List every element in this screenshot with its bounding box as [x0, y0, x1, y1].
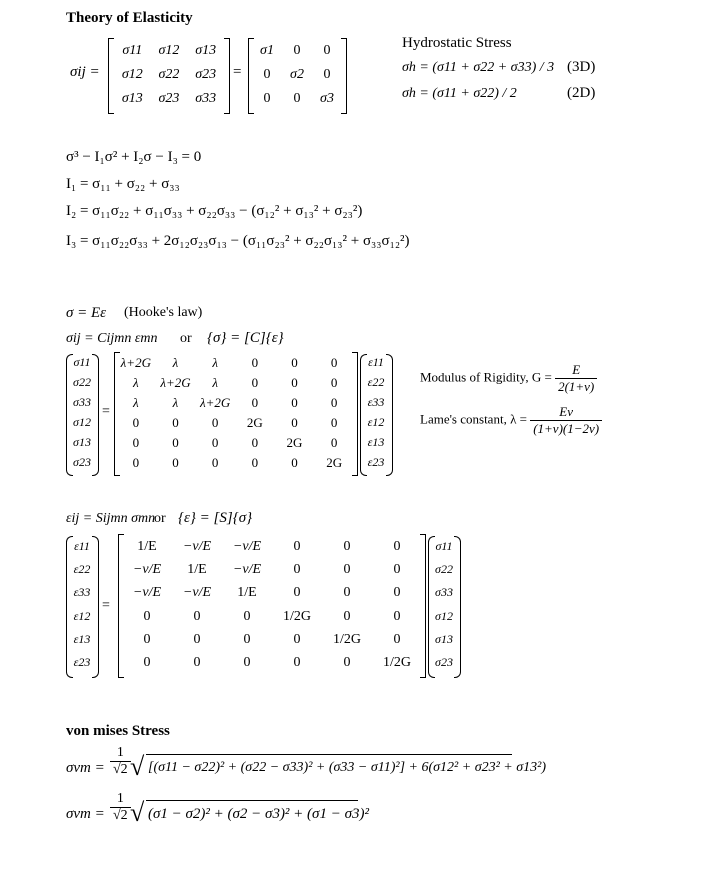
stiffness-matrix-cell: λ+2G [120, 355, 151, 370]
compliance-tensor-eq: εij = Sijmn σmn [66, 511, 156, 526]
hooke-or: or [180, 331, 192, 346]
stiffness-matrix-cell: 0 [132, 455, 140, 470]
principal-stress-matrix [252, 40, 342, 112]
equals-sign: = [233, 64, 242, 80]
rigidity-fraction [555, 362, 597, 395]
compliance-matrix-cell: −ν/E [132, 562, 162, 577]
principal-matrix-cell: 0 [263, 91, 271, 106]
sqrt-symbol-1: √ [130, 752, 145, 781]
stiffness-matrix-cell: 0 [172, 435, 179, 450]
compliance-matrix-cell: 0 [293, 538, 301, 554]
epsilon-vector-cell: ε13 [73, 632, 91, 646]
stiffness-matrix-cell: 2G [286, 435, 303, 450]
stiffness-matrix-cell: λ+2G [160, 375, 191, 390]
hooke-matrix-form: {σ} = [C]{ε} [207, 330, 284, 346]
sigma-vector [68, 354, 96, 474]
sigma-vector-cell: σ23 [73, 455, 91, 469]
stiffness-matrix-cell: 0 [172, 455, 179, 470]
stiffness-matrix-cell: 0 [251, 435, 259, 450]
compliance-matrix-cell: −ν/E [182, 585, 212, 601]
epsilon-vector-cell: ε22 [73, 562, 91, 576]
invariant-i2: I₂ = σ₁₁σ₂₂ + σ₁₁σ₃₃ + σ₂₂σ₃₃ − (σ₁₂² + σ₁₃² + σ₂₃²) [66, 203, 363, 219]
epsilon-vector-cell: ε23 [73, 655, 91, 670]
sigma-vector-2 [430, 536, 458, 676]
stiffness-matrix-cell: 0 [251, 375, 259, 390]
compliance-matrix [122, 536, 422, 676]
principal-matrix-cell: 0 [323, 67, 331, 82]
stiffness-matrix-cell: 2G [326, 455, 343, 470]
sigma-vector-cell: σ12 [435, 608, 453, 623]
stiffness-matrix-cell: λ [172, 355, 179, 370]
hooke-law-label: (Hooke's law) [124, 305, 203, 320]
stiffness-equals: = [102, 404, 110, 419]
sigma-vector-cell: σ33 [73, 395, 91, 409]
epsilon-vector-cell: ε13 [367, 435, 385, 449]
compliance-matrix-cell: 1/2G [383, 655, 411, 671]
stiffness-matrix-cell: λ [172, 395, 179, 410]
compliance-matrix-cell: 0 [393, 562, 401, 577]
epsilon-vector-cell: ε11 [368, 355, 384, 369]
sigma-vector-cell: σ22 [73, 375, 91, 389]
stiffness-matrix-cell: 0 [211, 435, 219, 450]
epsilon-vector-cell: ε23 [367, 455, 385, 469]
stiffness-matrix-cell: 0 [330, 395, 338, 410]
stiffness-matrix-cell: 0 [291, 415, 298, 430]
vonmises-eq2-body: (σ1 − σ2)² + (σ2 − σ3)² + (σ1 − σ3)² [148, 806, 369, 822]
compliance-matrix-cell: 1/2G [283, 608, 311, 624]
principal-matrix-cell: 0 [263, 67, 271, 82]
characteristic-equation: σ³ − I₁σ² + I₂σ − I₃ = 0 [66, 149, 202, 165]
compliance-matrix-cell: 0 [143, 608, 151, 624]
lame-fraction [530, 404, 602, 437]
stiffness-matrix-cell: 0 [291, 375, 298, 390]
compliance-matrix-cell: 0 [293, 585, 301, 601]
lame-label: Lame's constant, λ = [420, 411, 527, 427]
vonmises-coef-1 [110, 745, 131, 778]
compliance-matrix-form: {ε} = [S]{σ} [178, 510, 253, 526]
stiffness-matrix-cell: 0 [172, 415, 179, 430]
compliance-matrix-cell: 0 [393, 632, 401, 647]
sqrt-symbol-2: √ [130, 798, 145, 827]
epsilon-vector-cell: ε12 [367, 415, 385, 429]
stress-matrix-cell: σ11 [122, 43, 143, 58]
compliance-matrix-cell: 0 [393, 608, 401, 624]
compliance-matrix-cell: 0 [243, 608, 251, 624]
stress-matrix-cell: σ33 [195, 91, 217, 106]
invariant-i1: I₁ = σ₁₁ + σ₂₂ + σ₃₃ [66, 176, 180, 192]
hooke-tensor-eq: σij = Cijmn εmn [66, 331, 158, 346]
stiffness-matrix-cell: 0 [211, 415, 219, 430]
lame-numerator: Eν [530, 404, 602, 421]
page-title: Theory of Elasticity [66, 10, 193, 26]
compliance-matrix-cell: 1/E [187, 562, 207, 577]
rigidity-eq [420, 362, 597, 395]
compliance-matrix-cell: 0 [293, 655, 301, 671]
stiffness-matrix-cell: 0 [132, 435, 140, 450]
stiffness-matrix-cell: λ [212, 355, 218, 370]
epsilon-vector-cell: ε33 [367, 395, 385, 409]
compliance-matrix-cell: 0 [293, 632, 301, 647]
sigma-vector-cell: σ33 [435, 585, 453, 600]
stiffness-matrix-cell: λ [133, 395, 139, 410]
principal-matrix-cell: 0 [323, 43, 331, 58]
coef-denominator-2: √2 [113, 808, 128, 823]
stiffness-matrix-cell: 0 [330, 355, 338, 370]
stiffness-matrix-cell: 0 [291, 395, 298, 410]
vonmises-title: von mises Stress [66, 723, 170, 739]
lame-eq [420, 404, 602, 437]
stress-matrix-right-bracket [224, 38, 230, 114]
compliance-matrix-cell: 1/2G [333, 632, 361, 647]
compliance-matrix-cell: 0 [343, 562, 351, 577]
compliance-matrix-cell: 0 [343, 585, 351, 601]
stress-tensor-lhs: σij = [70, 64, 100, 80]
stress-matrix-cell: σ22 [158, 67, 180, 82]
compliance-matrix-cell: −ν/E [182, 538, 212, 554]
sigma-vector-cell: σ11 [435, 538, 453, 553]
hydrostatic-2d-eq: σh = (σ11 + σ22) / 2 [402, 86, 517, 101]
compliance-matrix-cell: −ν/E [232, 562, 262, 577]
sigma-vector-cell: σ22 [435, 562, 453, 576]
compliance-matrix-cell: 0 [193, 608, 201, 624]
hydrostatic-label: Hydrostatic Stress [402, 35, 512, 51]
stress-matrix [114, 40, 224, 112]
compliance-matrix-cell: 0 [193, 632, 201, 647]
principal-matrix-cell: σ1 [260, 43, 274, 58]
vonmises-lhs-1: σvm = [66, 760, 105, 776]
epsilon-vector-2 [68, 536, 96, 676]
sigma-vector-cell: σ12 [73, 415, 91, 429]
compliance-or: or [154, 511, 166, 526]
compliance-matrix-cell: 0 [193, 655, 201, 671]
stress-matrix-cell: σ23 [195, 67, 217, 82]
stiffness-matrix-cell: λ+2G [200, 395, 231, 410]
stiffness-matrix-cell: 0 [251, 395, 259, 410]
sigma-vector-cell: σ11 [73, 355, 91, 369]
coef-denominator-1: √2 [113, 762, 128, 777]
compliance-matrix-cell: 0 [143, 655, 151, 671]
compliance-matrix-cell: 0 [393, 538, 401, 554]
rigidity-label: Modulus of Rigidity, G = [420, 369, 552, 385]
hydrostatic-3d-tag: (3D) [567, 59, 596, 75]
principal-matrix-cell: 0 [293, 43, 301, 58]
stress-matrix-cell: σ13 [121, 91, 143, 106]
sigma-vector-cell: σ23 [435, 655, 453, 670]
compliance-matrix-cell: 1/E [137, 538, 157, 554]
stiffness-matrix-cell: 2G [246, 415, 263, 430]
principal-matrix-cell: σ2 [290, 67, 304, 82]
epsilon-vector-cell: ε33 [73, 585, 91, 600]
stiffness-matrix-cell: 0 [330, 415, 338, 430]
hydrostatic-3d-eq: σh = (σ11 + σ22 + σ33) / 3 [402, 60, 555, 75]
stiffness-matrix-cell: 0 [291, 455, 298, 470]
stiffness-matrix-cell: 0 [211, 455, 219, 470]
sqrt-bar-2 [146, 800, 358, 801]
principal-matrix-cell: 0 [293, 91, 301, 106]
compliance-equals: = [102, 598, 110, 613]
epsilon-vector-cell: ε11 [74, 538, 90, 553]
sqrt-bar-1 [146, 754, 512, 755]
lame-denominator: (1+ν)(1−2ν) [533, 421, 600, 436]
rigidity-denominator: 2(1+ν) [558, 379, 595, 394]
stress-matrix-cell: σ12 [121, 67, 143, 82]
principal-matrix-cell: σ3 [320, 91, 334, 106]
invariant-i3: I₃ = σ₁₁σ₂₂σ₃₃ + 2σ₁₂σ₂₃σ₁₃ − (σ₁₁σ₂₃² + σ₂₂σ₁₃² + σ₃₃σ₁₂²) [66, 233, 410, 249]
vonmises-coef-2 [110, 791, 131, 824]
compliance-matrix-cell: 0 [143, 632, 151, 647]
sigma-vector-cell: σ13 [73, 435, 91, 449]
hooke-law-eq: σ = Eε [66, 305, 107, 321]
rigidity-numerator: E [555, 362, 597, 379]
coef-numerator-2: 1 [110, 791, 131, 808]
stress-matrix-cell: σ13 [195, 43, 217, 58]
compliance-matrix-cell: 1/E [237, 585, 257, 601]
stiffness-matrix-cell: λ [212, 375, 218, 390]
sigma-vector-cell: σ13 [435, 632, 453, 646]
epsilon-vector-cell: ε22 [367, 375, 385, 389]
compliance-matrix-cell: 0 [343, 608, 351, 624]
hydrostatic-2d-tag: (2D) [567, 85, 596, 101]
stiffness-matrix-cell: 0 [132, 415, 140, 430]
compliance-matrix-cell: −ν/E [232, 538, 262, 554]
compliance-matrix-cell: 0 [243, 632, 251, 647]
compliance-matrix-cell: 0 [293, 562, 301, 577]
stiffness-matrix-cell: λ [133, 375, 139, 390]
compliance-matrix-cell: −ν/E [132, 585, 162, 601]
stiffness-matrix [116, 354, 354, 474]
stress-matrix-cell: σ12 [158, 43, 180, 58]
coef-numerator-1: 1 [110, 745, 131, 762]
compliance-matrix-cell: 0 [243, 655, 251, 671]
stiffness-matrix-cell: 0 [330, 435, 338, 450]
compliance-matrix-cell: 0 [393, 585, 401, 601]
compliance-matrix-cell: 0 [343, 538, 351, 554]
stiffness-matrix-cell: 0 [251, 355, 259, 370]
stiffness-matrix-cell: 0 [291, 355, 298, 370]
stress-matrix-cell: σ23 [158, 91, 180, 106]
vonmises-lhs-2: σvm = [66, 806, 105, 822]
stiffness-matrix-cell: 0 [330, 375, 338, 390]
compliance-matrix-cell: 0 [343, 655, 351, 671]
stiffness-matrix-cell: 0 [251, 455, 259, 470]
vonmises-eq1-body: [(σ11 − σ22)² + (σ22 − σ33)² + (σ33 − σ11)²] + 6(σ12² + σ23² + σ13²) [148, 760, 547, 775]
epsilon-vector-cell: ε12 [73, 608, 91, 623]
epsilon-vector [362, 354, 390, 474]
